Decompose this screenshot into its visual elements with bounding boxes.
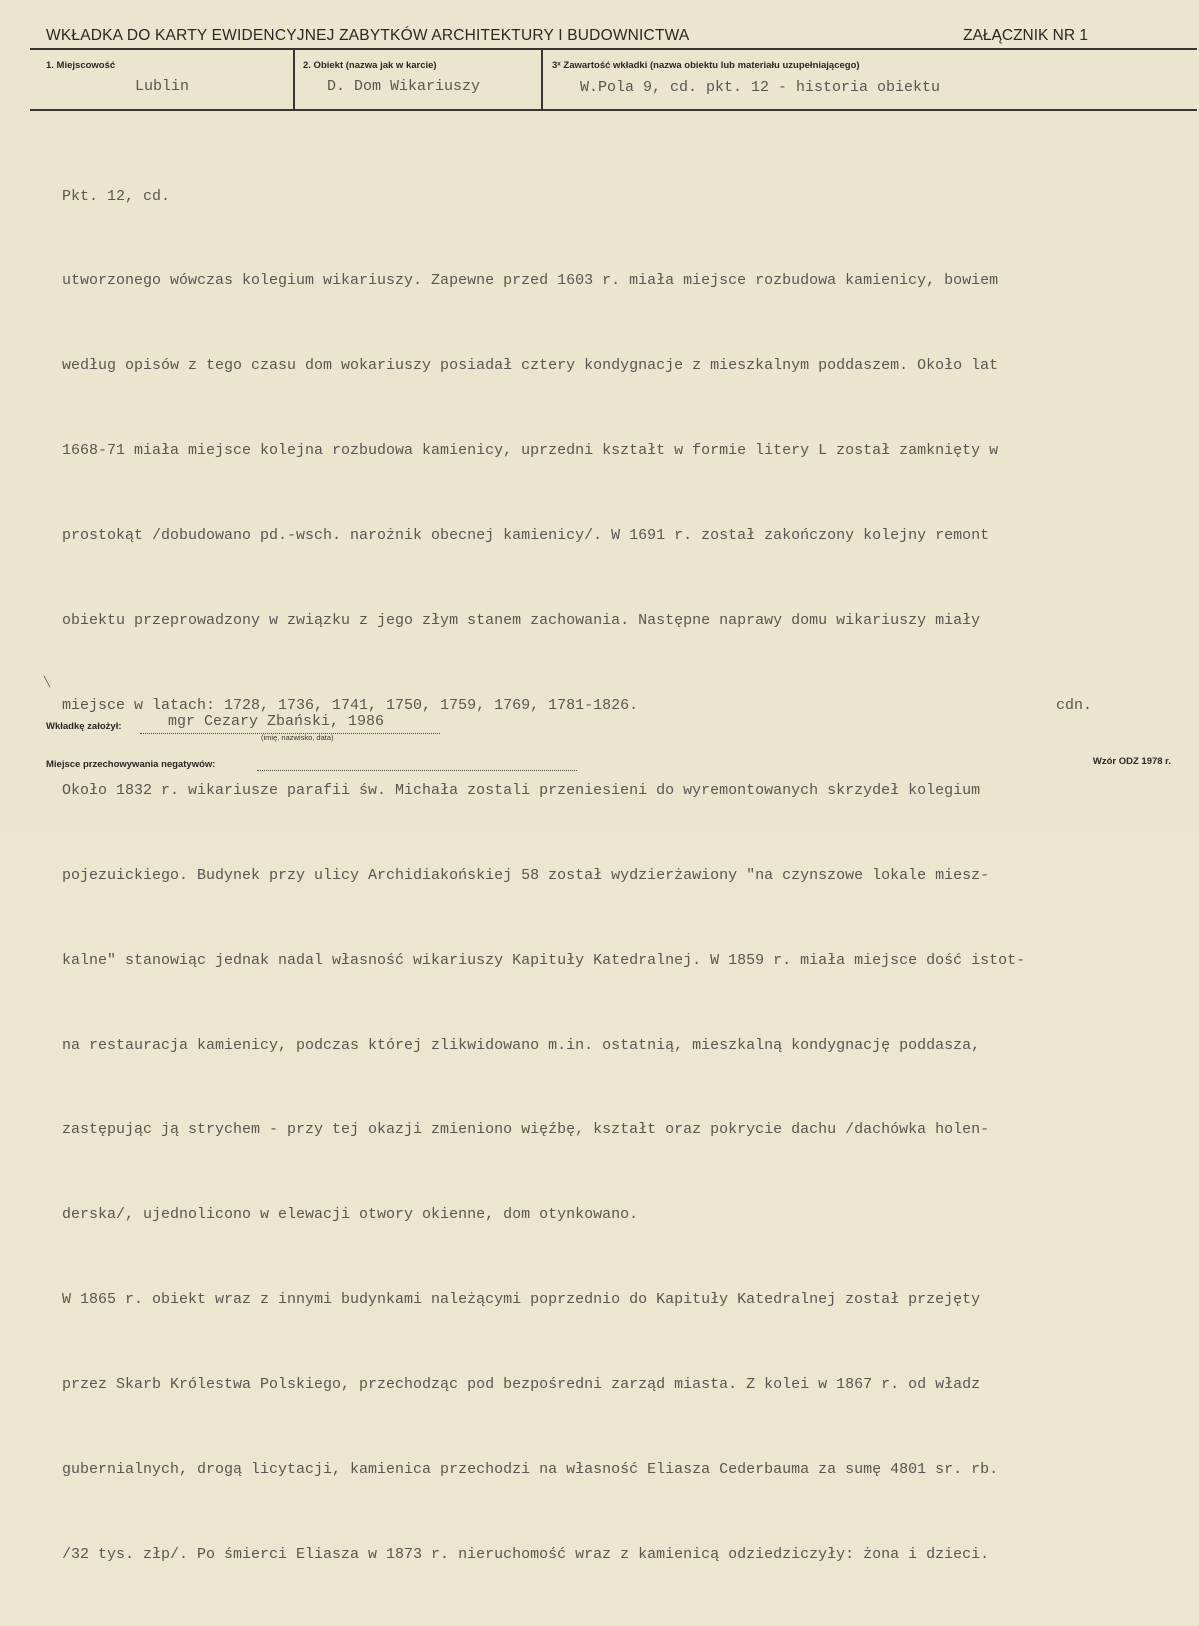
author-caption: (imię, nazwisko, data) (261, 733, 334, 742)
text-line: derska/, ujednolicono w elewacji otwory okienne, dom otynkowano. (62, 1206, 639, 1224)
author-label: Wkładkę założył: (46, 721, 122, 732)
locality-value: Lublin (135, 78, 190, 95)
content-value: W.Pola 9, cd. pkt. 12 - historia obiektu (580, 79, 941, 96)
text-line: miejsce w latach: 1728, 1736, 1741, 1750, 1759, 1769, 1781-1826. (62, 696, 639, 714)
negatives-label: Miejsce przechowywania negatywów: (46, 759, 216, 770)
text-line: zastępując ją strychem - przy tej okazji zmieniono więźbę, kształt oraz pokrycie dachu /dachówka holen- (62, 1121, 990, 1139)
text-line: 1668-71 miała miejsce kolejna rozbudowa kamienicy, uprzedni kształt w formie litery L został zamknięty w (62, 442, 999, 460)
text-line: prostokąt /dobudowano pd.-wsch. narożnik obecnej kamienicy/. W 1691 r. został zakończony kolejny remont (62, 527, 990, 545)
text-line: gubernialnych, drogą licytacji, kamienica przechodzi na własność Eliasza Cederbauma za sumę 4801 sr. rb. (62, 1460, 999, 1478)
stray-mark: ╲ (44, 677, 51, 688)
text-line: przez Skarb Królestwa Polskiego, przechodząc pod bezpośredni zarząd miasta. Z kolei w 1867 r. od władz (62, 1376, 981, 1394)
field-divider-2 (541, 49, 543, 110)
text-line: pojezuickiego. Budynek przy ulicy Archidiakońskiej 58 został wydzierżawiony "na czynszowe lokale miesz- (62, 866, 990, 884)
text-line: Pkt. 12, cd. (62, 187, 171, 205)
object-value: D. Dom Wikariuszy (327, 78, 481, 95)
header-rule (30, 48, 1197, 50)
text-line: obiektu przeprowadzony w związku z jego złym stanem zachowania. Następne naprawy domu wikariuszy miały (62, 612, 981, 630)
negatives-line (257, 770, 577, 771)
attachment-number: ZAŁĄCZNIK NR 1 (963, 27, 1088, 44)
history-text (62, 126, 1142, 1626)
text-line: według opisów z tego czasu dom wokariuszy posiadał cztery kondygnacje z mieszkalnym poddaszem. Około lat (62, 357, 999, 375)
author-value: mgr Cezary Zbański, 1986 (168, 713, 385, 730)
form-title: WKŁADKA DO KARTY EWIDENCYJNEJ ZABYTKÓW ARCHITEKTURY I BUDOWNICTWA (46, 27, 690, 44)
content-label: 3ˣ Zawartość wkładki (nazwa obiektu lub materiału uzupełniającego) (552, 60, 860, 71)
text-line: /32 tys. złp/. Po śmierci Eliasza w 1873 r. nieruchomość wraz z kamienicą odziedziczyły: żona i dzieci. (62, 1545, 990, 1563)
text-line: Około 1832 r. wikariusze parafii św. Michała zostali przeniesieni do wyremontowanych skrzydeł kolegium (62, 781, 981, 799)
locality-label: 1. Miejscowość (46, 60, 116, 71)
field-divider-1 (293, 49, 295, 110)
text-line: kalne" stanowiąc jednak nadal własność wikariuszy Kapituły Katedralnej. W 1859 r. miała miejsce dość istot- (62, 951, 1026, 969)
continuation-mark: cdn. (1056, 697, 1093, 714)
form-version: Wzór ODZ 1978 r. (1092, 756, 1171, 767)
fields-bottom-rule (30, 109, 1197, 111)
text-line: utworzonego wówczas kolegium wikariuszy. Zapewne przed 1603 r. miała miejsce rozbudowa kamienicy, bowiem (62, 272, 999, 290)
object-label: 2. Obiekt (nazwa jak w karcie) (303, 60, 437, 71)
text-line: na restauracja kamienicy, podczas której zlikwidowano m.in. ostatnią, mieszkalną kondygnację poddasza, (62, 1036, 981, 1054)
text-line: W 1865 r. obiekt wraz z innymi budynkami należącymi poprzednio do Kapituły Katedralnej został przejęty (62, 1291, 981, 1309)
